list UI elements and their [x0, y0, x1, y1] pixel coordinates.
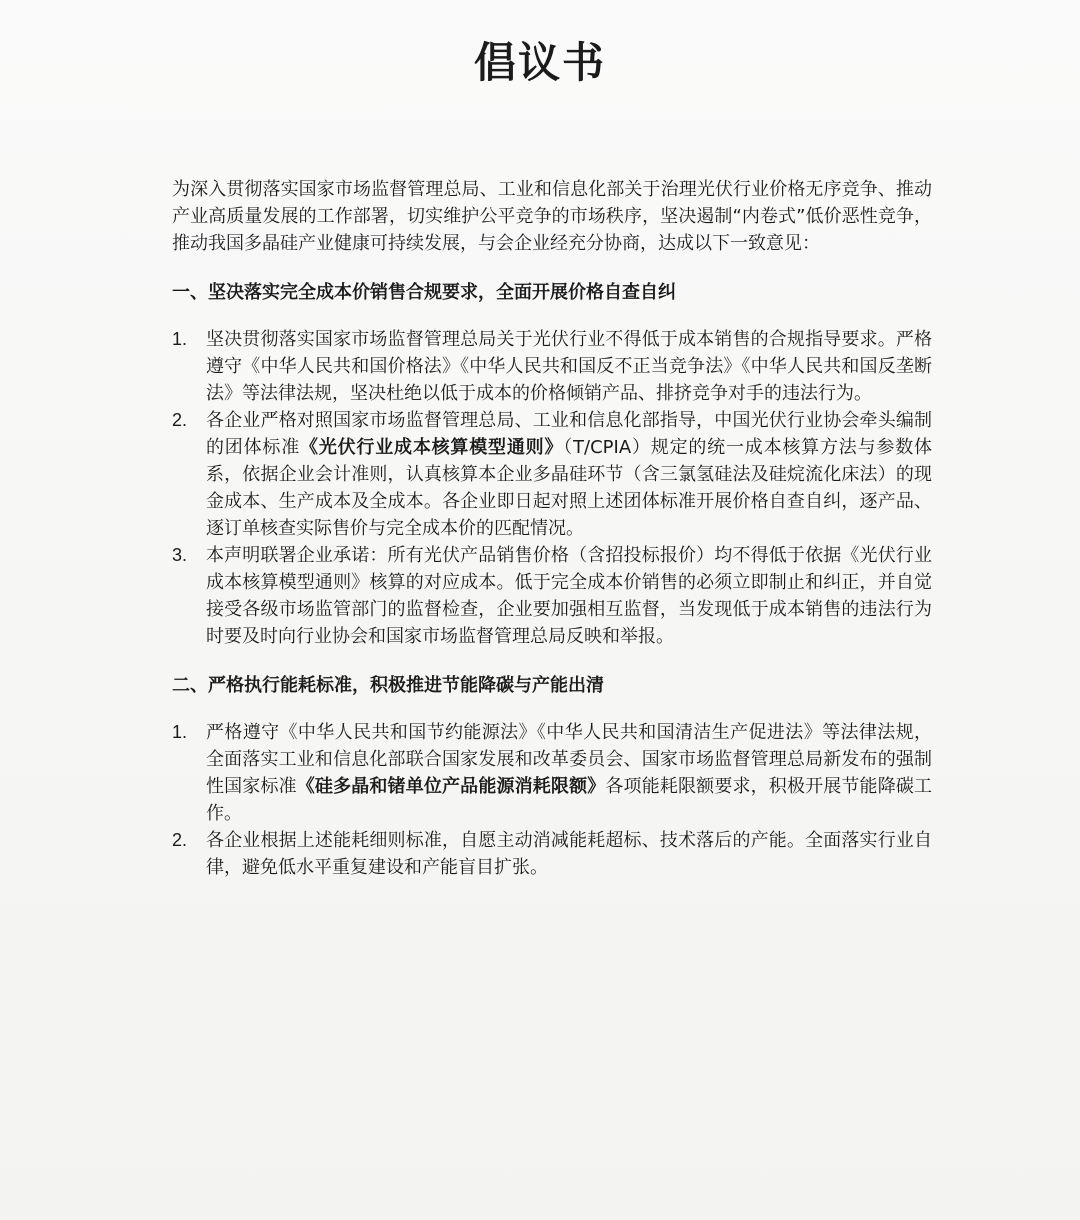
section-heading-2: 二、严格执行能耗标准，积极推进节能降碳与产能出清 — [172, 675, 604, 696]
item-number: 1. — [172, 722, 188, 742]
standard-name-bold: 《光伏行业成本核算模型通则》 — [300, 437, 564, 458]
standard-name-bold: 《硅多晶和锗单位产品能源消耗限额》 — [296, 776, 606, 797]
section-2-list — [172, 719, 932, 881]
item-text-part: （T/CPIA）规定的统一成本核算方法与参数体系，依据企业会计准则，认真核算本企业多晶硅环节（含三氯氢硅法及硅烷流化床法）的现金成本、生产成本及全成本。各企业即日起对照上述团体标准开展价格自查自纠，逐产品、逐订单核查实际售价与完全成本价的匹配情况。 — [206, 437, 932, 539]
section-heading-1: 一、坚决落实完全成本价销售合规要求，全面开展价格自查自纠 — [172, 282, 676, 303]
item-number: 1. — [172, 329, 188, 349]
item-number: 3. — [172, 545, 188, 565]
document-title: 倡议书 — [473, 38, 606, 87]
item-number: 2. — [172, 830, 188, 850]
section-1-list — [172, 326, 932, 650]
item-text-part: 坚决贯彻落实国家市场监督管理总局关于光伏行业不得低于成本销售的合规指导要求。严格遵守《中华人民共和国价格法》《中华人民共和国反不正当竞争法》《中华人民共和国反垄断法》等法律法规，坚决杜绝以低于成本的价格倾销产品、排挤竞争对手的违法行为。 — [206, 329, 932, 404]
item-text-part: 各项能耗限额要求，积极开展节能降碳工作。 — [206, 776, 933, 824]
item-text-part: 本声明联署企业承诺：所有光伏产品销售价格（含招投标报价）均不得低于依据《光伏行业成本核算模型通则》核算的对应成本。低于完全成本价销售的必须立即制止和纠正，并自觉接受各级市场监管部门的监督检查，企业要加强相互监督，当发现低于成本销售的违法行为时要及时向行业协会和国家市场监督管理总局反映和举报。 — [206, 545, 932, 647]
list-item — [172, 719, 932, 827]
item-text — [206, 407, 932, 542]
item-text — [206, 719, 932, 827]
item-number: 2. — [172, 410, 188, 430]
intro-paragraph: 为深入贯彻落实国家市场监督管理总局、工业和信息化部关于治理光伏行业价格无序竞争、推动产业高质量发展的工作部署，切实维护公平竞争的市场秩序，坚决遏制“内卷式”低价恶性竞争，推动我国多晶硅产业健康可持续发展，与会企业经充分协商，达成以下一致意见： — [172, 179, 932, 254]
item-text-part: 严格遵守《中华人民共和国节约能源法》《中华人民共和国清洁生产促进法》等法律法规，全面落实工业和信息化部联合国家发展和改革委员会、国家市场监督管理总局新发布的强制性国家标准 — [206, 722, 932, 797]
list-item — [172, 542, 932, 650]
item-text-part: 各企业根据上述能耗细则标准，自愿主动消减能耗超标、技术落后的产能。全面落实行业自律，避免低水平重复建设和产能盲目扩张。 — [206, 830, 932, 878]
item-text-part: 各企业严格对照国家市场监督管理总局、工业和信息化部指导，中国光伏行业协会牵头编制的团体标准 — [206, 410, 932, 458]
document-body — [172, 176, 932, 881]
item-text — [206, 326, 932, 407]
list-item — [172, 827, 932, 881]
item-text — [206, 542, 932, 650]
item-text — [206, 827, 932, 881]
list-item — [172, 407, 932, 542]
list-item — [172, 326, 932, 407]
